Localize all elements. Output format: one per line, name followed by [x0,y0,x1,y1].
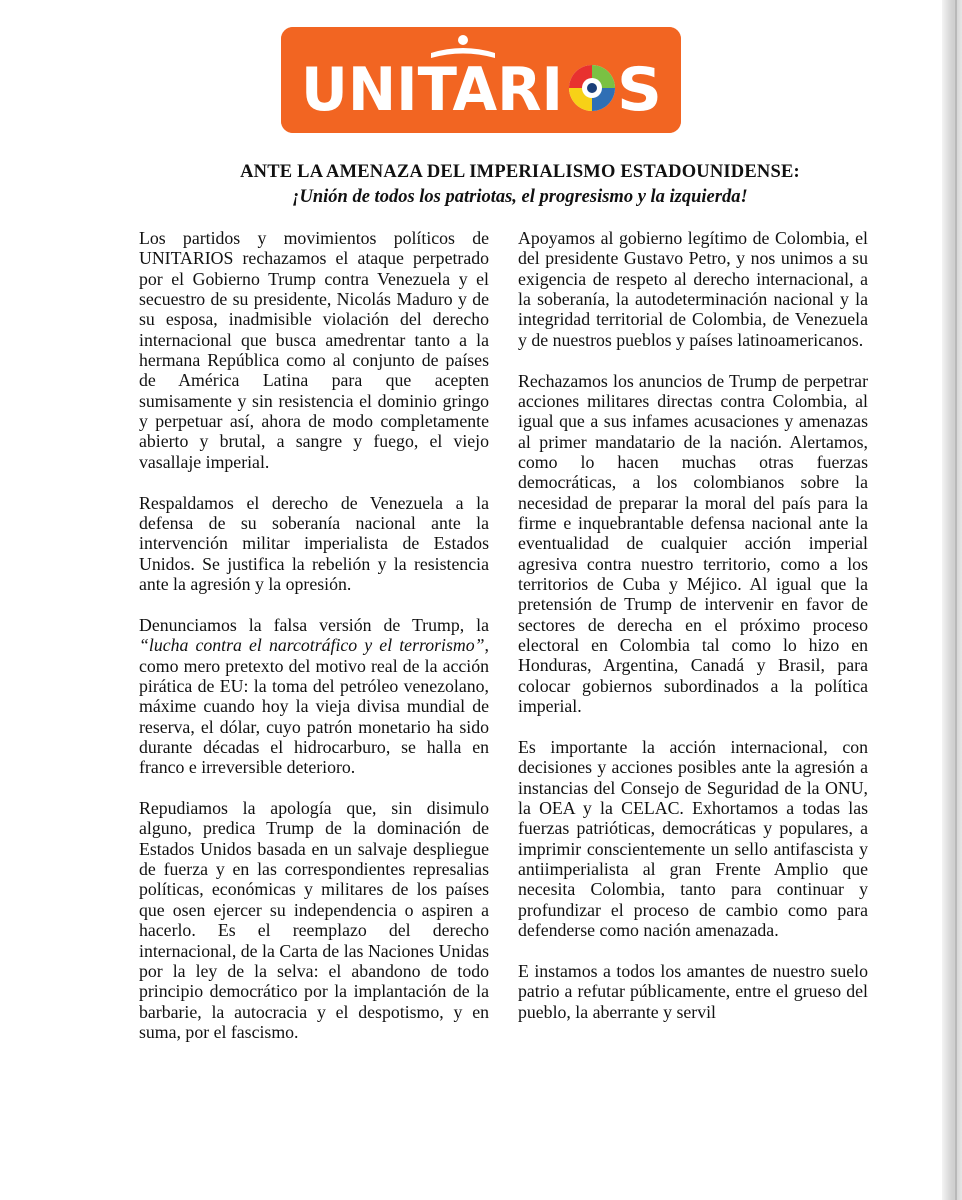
page-edge-shadow [942,0,962,1200]
paragraph: Respaldamos el derecho de Venezuela a la defensa de su soberanía nacional ante la intervención militar imperialista de Estados Unidos. Se justifica la rebelión y la resistencia ante la agresión y la opresión. [139,492,489,594]
paragraph: Es importante la acción internacional, con decisiones y acciones posibles ante la agresión a instancias del Consejo de Seguridad de la ONU, la OEA y la CELAC. Exhortamos a todas las fuerzas patrióticas, democráticas y populares, a imprimir conscientemente un sello antifascista y antiimperialista al gran Frente Amplio que necesita Colombia, tanto para continuar y profundizar el proceso de cambio como para defenderse como nación amenazada. [518,736,868,940]
svg-text:S: S [617,55,662,125]
paragraph: Repudiamos la apología que, sin disimulo alguno, predica Trump de la dominación de Estados Unidos basada en un salvaje despliegue de fuerza y en las correspondientes represalias políticas, económicas y militares de los países que osen ejercer su independencia o aspiren a hacerlo. Es el reemplazo del derecho internacional, de la Carta de las Naciones Unidas por la ley de la selva: el abandono de todo principio democrático por la implantación de la barbarie, la autocracia y el despotismo, y en suma, por el fascismo. [139,798,489,1042]
left-column [139,228,489,1042]
right-column [518,228,868,1022]
paragraph: Apoyamos al gobierno legítimo de Colombia, el del presidente Gustavo Petro, y nos unimos a su exigencia de respeto al derecho internacional, a la soberanía, la autodeterminación nacional y la integridad territorial de Colombia, de Venezuela y de nuestros pueblos y países latinoamericanos. [518,228,868,350]
document-title: ANTE LA AMENAZA DEL IMPERIALISMO ESTADOUNIDENSE: [240,162,800,182]
quoted-phrase: “lucha contra el narcotráfico y el terrorismo” [139,635,485,656]
svg-text:UNITARI: UNITARI [301,55,563,125]
paragraph: E instamos a todos los amantes de nuestro suelo patrio a refutar públicamente, entre el grueso del pueblo, la aberrante y servil [518,960,868,1022]
page-edge-line [955,0,957,1200]
document-header [130,162,910,208]
paragraph: Los partidos y movimientos políticos de UNITARIOS rechazamos el ataque perpetrado por el Gobierno Trump contra Venezuela y el secuestro de su presidente, Nicolás Maduro y de su esposa, inadmisible violación del derecho internacional que busca amedrentar tanto a la hermana República como al conjunto de países de América Latina para que acepten sumisamente y sin resistencia el dominio gringo y perpetuar así, ahora de modo completamente abierto y brutal, a sangre y fuego, el viejo vasallaje imperial. [139,228,489,472]
paragraph: Rechazamos los anuncios de Trump de perpetrar acciones militares directas contra Colombia, al igual que a sus infames acusaciones y amenazas al primer mandatario de la nación. Alertamos, como lo hacen muchas otras fuerzas democráticas, a los colombianos sobre la necesidad de preparar la moral del país para la firme e inquebrantable defensa nacional ante la eventualidad de cualquier acción imperial agresiva contra nuestro territorio, como a los territorios de Cuba y Méjico. Al igual que la pretensión de Trump de intervenir en favor de sectores de derecha en el próximo proceso electoral en Colombia tal como lo hizo en Honduras, Argentina, Canadá y Brasil, para colocar gobiernos subordinados a la política imperial. [518,370,868,717]
paragraph [139,615,489,778]
unitarios-logo [281,27,681,133]
document-subtitle: ¡Unión de todos los patriotas, el progresismo y la izquierda! [292,187,748,207]
paragraph-text: , como mero pretexto del motivo real de la acción pirática de EU: la toma del petróleo venezolano, máxime cuando hoy la vieja divisa mundial de reserva, el dólar, cuyo patrón monetario ha sido durante décadas el hidrocarburo, se halla en franco e irreversible deterioro. [139,635,489,778]
paragraph-text: Denunciamos la falsa versión de Trump, la [139,614,489,635]
